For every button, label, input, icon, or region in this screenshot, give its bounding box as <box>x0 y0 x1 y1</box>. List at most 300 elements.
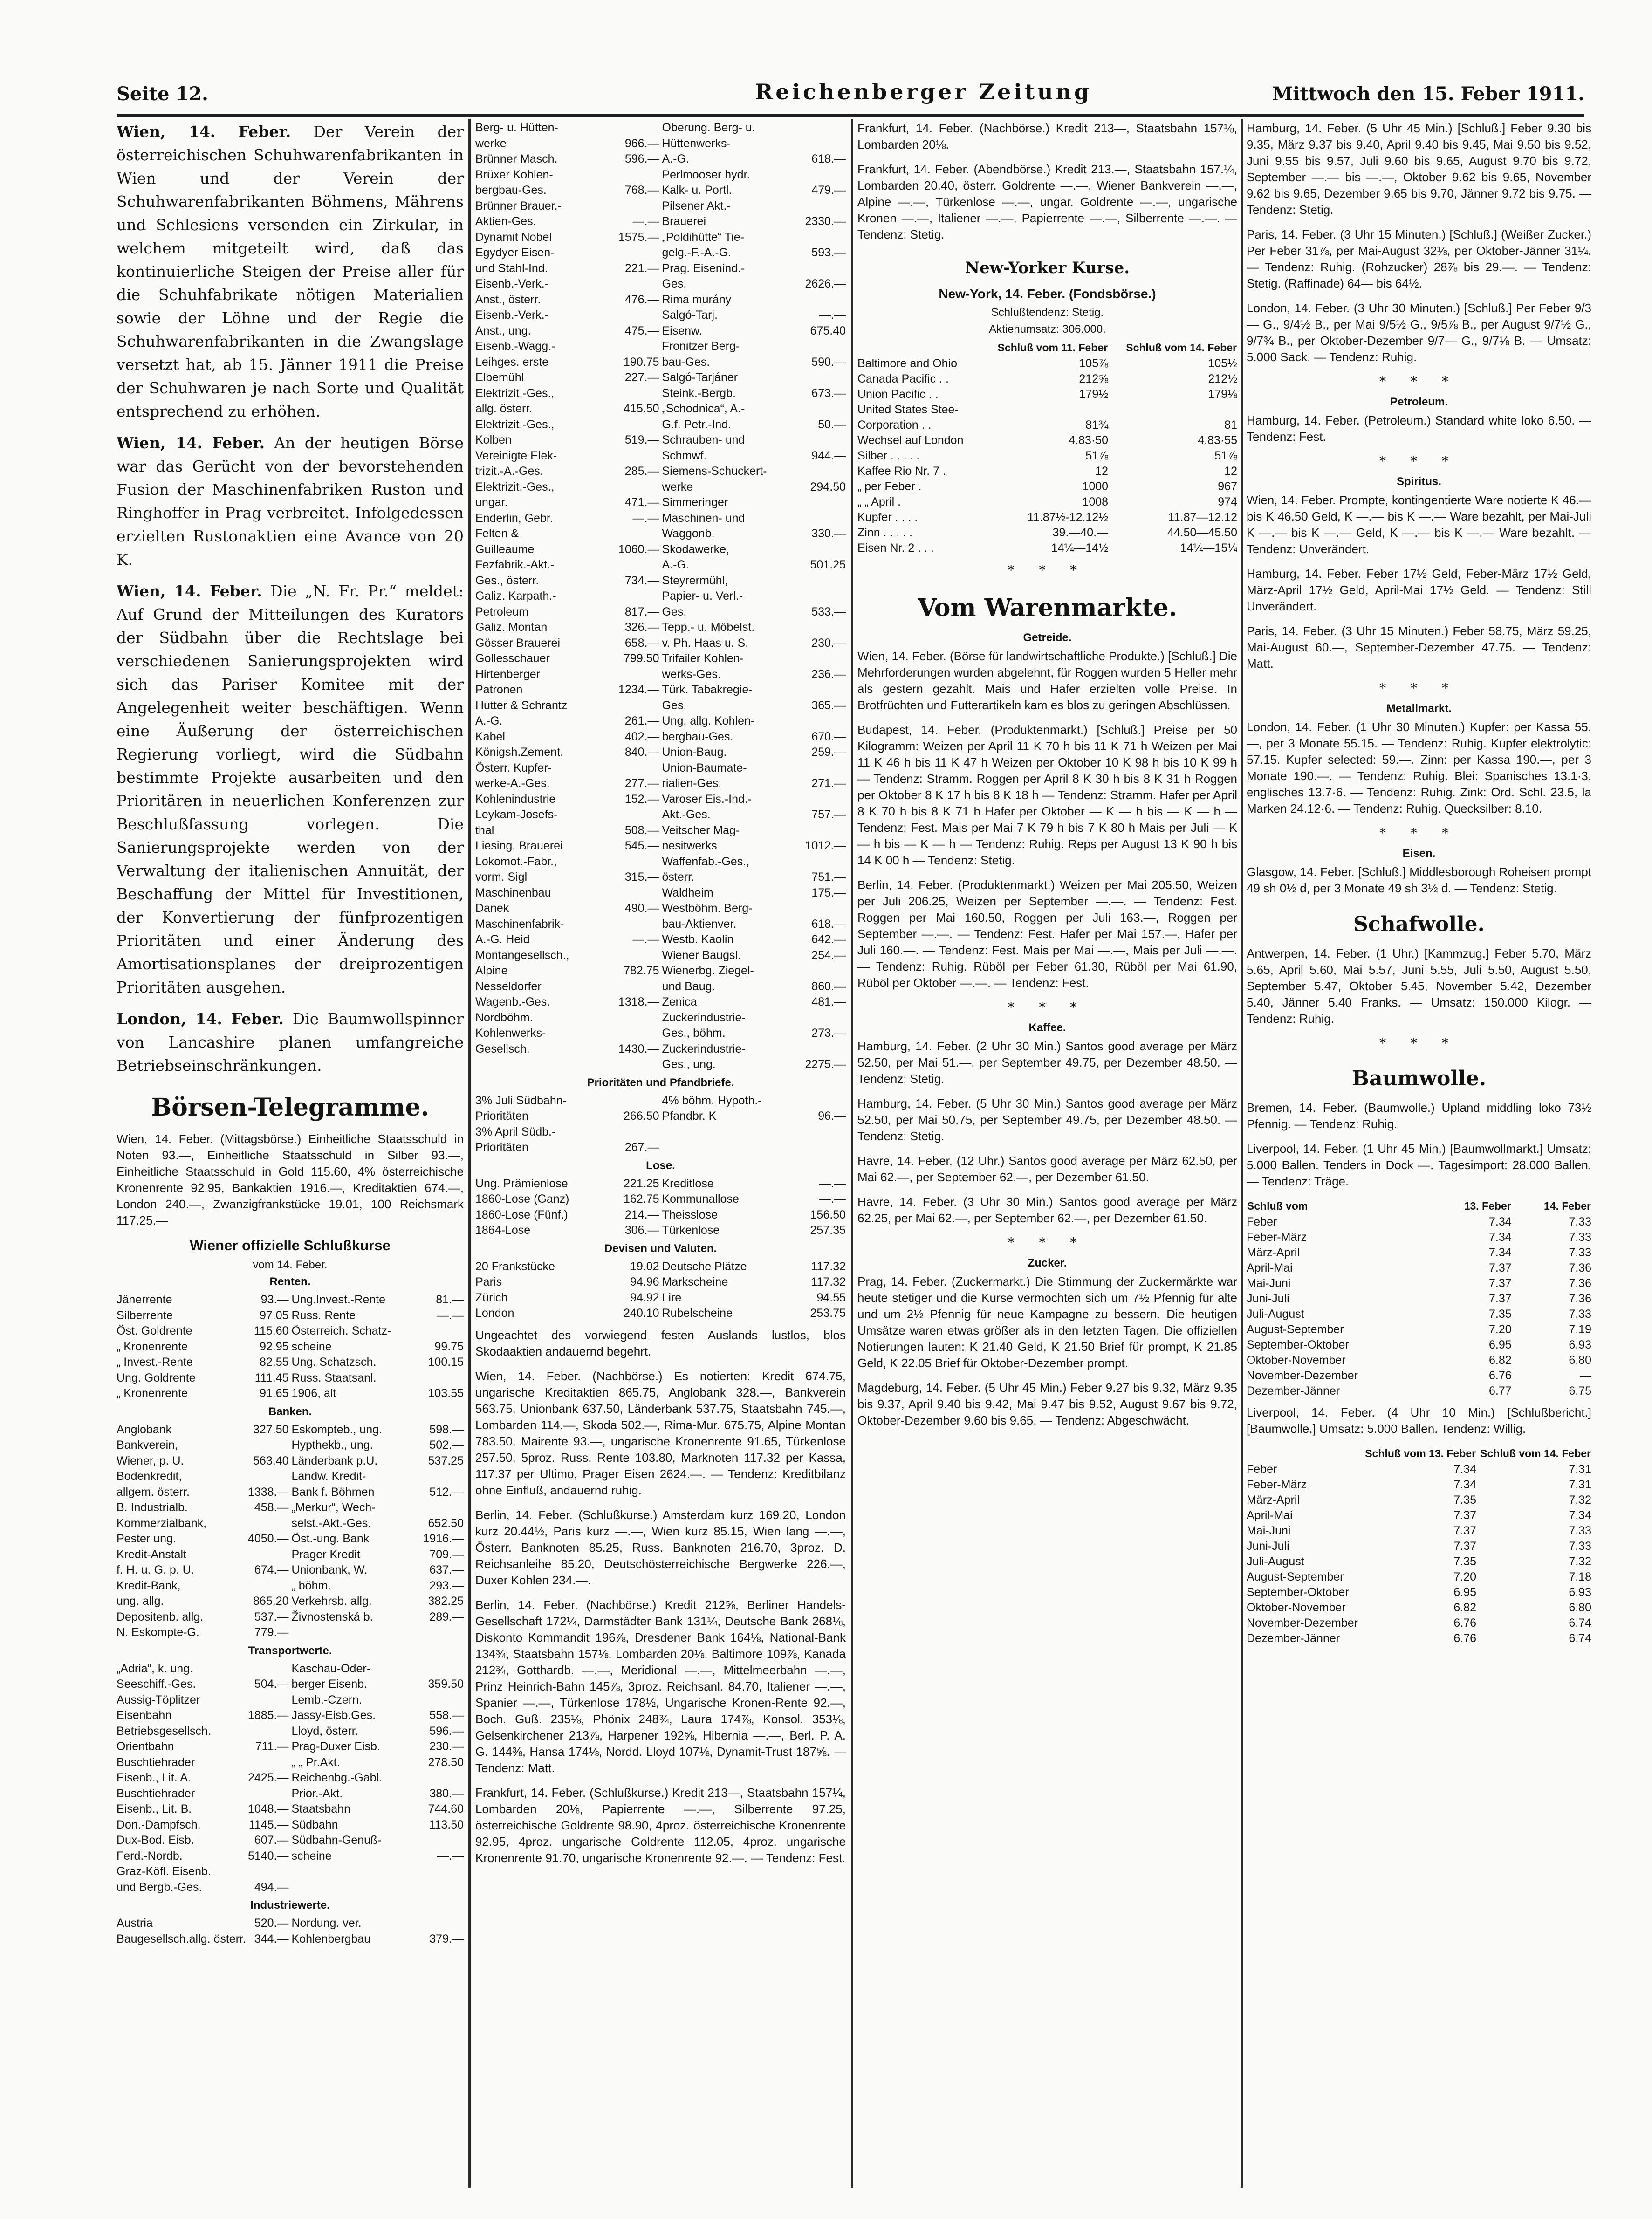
quote-value: 2626.— <box>805 277 846 290</box>
quote-value: 97.05 <box>259 1308 289 1322</box>
quote-name: Nordung. ver. <box>291 1917 362 1930</box>
quote-value: 19.02 <box>630 1260 659 1273</box>
quote-value: 596.— <box>429 1724 464 1738</box>
quote-name: Eisenw. <box>662 324 702 337</box>
quote-row <box>292 1755 464 1771</box>
quote-row <box>292 1739 464 1755</box>
quote-value: 768.— <box>624 184 659 197</box>
row-value: 6.77 <box>1489 1384 1512 1397</box>
quote-name: Gollesschauer <box>475 652 550 665</box>
row-label: Wechsel auf London <box>857 434 964 447</box>
row-label: Dezember-Jänner <box>1247 1632 1340 1645</box>
quote-value: 82.55 <box>259 1356 289 1369</box>
row-label: Mai-Juni <box>1247 1277 1291 1290</box>
quote-name: scheine <box>291 1340 332 1353</box>
quote-name: Jassy-Eisb.Ges. <box>291 1709 376 1722</box>
quote-name: Alpine <box>475 964 508 977</box>
row-value: 6.76 <box>1453 1632 1477 1645</box>
quote-value: 757.— <box>811 808 846 821</box>
quote-row <box>662 1223 846 1239</box>
report-paragraph: Frankfurt, 14. Feber. (Nachbörse.) Kredit 213—, Staatsbahn 157⅛, Lombarden 20⅛. <box>857 121 1237 151</box>
quote-name: Eisenb.-Verk.- <box>475 277 549 290</box>
row-value: 7.37 <box>1453 1524 1477 1537</box>
quote-value: 1060.— <box>618 542 659 556</box>
column-3 <box>857 120 1237 1437</box>
quote-value: 278.50 <box>428 1755 464 1769</box>
row-label: Canada Pacific . . <box>857 372 949 385</box>
lose-table <box>475 1176 846 1239</box>
row-value: 51⅞ <box>1214 449 1237 462</box>
quote-value: 782.75 <box>624 964 659 977</box>
quote-name: Reichenbg.-Gabl. <box>291 1771 383 1784</box>
quote-row <box>662 854 846 870</box>
quote-name: werke <box>662 480 693 493</box>
quote-name: Südbahn-Genuß- <box>291 1834 382 1847</box>
row-value: 7.35 <box>1453 1555 1477 1568</box>
report-paragraph: Havre, 14. Feber. (12 Uhr.) Santos good average per März 62.50, per Mai 62.—, per September 62.—, per Dezember 61.50. <box>857 1154 1237 1184</box>
quote-value: 1430.— <box>618 1042 659 1055</box>
quote-name: berger Eisenb. <box>291 1678 368 1691</box>
quote-name: nesitwerks <box>662 839 717 852</box>
quote-name: Wienerbg. Ziegel- <box>662 964 754 977</box>
quote-name: Russ. Staatsanl. <box>291 1371 377 1384</box>
quote-value: 1885.— <box>247 1709 289 1722</box>
quote-name: Öst.-ung. Bank <box>291 1532 370 1545</box>
row-label: Baltimore and Ohio <box>857 357 958 370</box>
quote-name: Elektrizit.-Ges., <box>475 480 555 493</box>
quote-name: Kredit-Bank, <box>117 1579 181 1592</box>
quote-row <box>662 963 846 979</box>
column-1 <box>117 120 464 1947</box>
quote-value: 652.50 <box>428 1516 464 1530</box>
quote-name: Akt.-Ges. <box>662 808 711 821</box>
quote-value: —.— <box>632 511 659 525</box>
quote-name: N. Eskompte-G. <box>117 1626 199 1639</box>
quote-row <box>292 1724 464 1740</box>
quote-value: 273.— <box>811 1027 846 1040</box>
quote-name: österr. <box>662 870 694 883</box>
lose-right <box>662 1176 846 1239</box>
table-row <box>1247 1383 1591 1399</box>
zucker-reports <box>857 1274 1237 1429</box>
row-value: 7.34 <box>1453 1463 1477 1476</box>
quote-value: 558.— <box>429 1709 464 1722</box>
industrie-table <box>117 1916 464 1947</box>
quote-row <box>475 682 659 698</box>
table-row <box>1247 1322 1591 1337</box>
quote-row <box>662 199 846 214</box>
quote-value: 379.— <box>429 1932 464 1945</box>
column-rule <box>1241 119 1243 2188</box>
devisen-left <box>475 1259 659 1322</box>
row-value: 7.34 <box>1453 1478 1477 1491</box>
quote-value: 289.— <box>429 1610 464 1623</box>
kaffee-reports <box>857 1038 1237 1226</box>
quote-value: —.— <box>632 215 659 228</box>
quote-row <box>662 355 846 370</box>
row-value: 7.33 <box>1569 1524 1591 1537</box>
quote-row <box>292 1386 464 1402</box>
kurse-title: Wiener offizielle Schlußkurse <box>190 1237 391 1253</box>
quote-value: 1234.— <box>618 683 659 696</box>
quote-name: Ung. Schatzsch. <box>291 1356 377 1369</box>
quote-row <box>662 870 846 885</box>
quote-row <box>662 807 846 823</box>
quote-value: 382.25 <box>428 1595 464 1608</box>
quote-row <box>475 323 659 339</box>
petroleum-title: Petroleum. <box>1390 396 1448 408</box>
quote-row <box>475 604 659 620</box>
prior-left <box>475 1093 659 1156</box>
quote-row <box>662 604 846 620</box>
report-paragraph: Liverpool, 14. Feber. (1 Uhr 45 Min.) [Baumwollmarkt.] Umsatz: 5.000 Ballen. Tenders in Dock —. Tagesimport: 28.000 Ballen. — Tendenz: Träge. <box>1247 1142 1591 1188</box>
quote-row <box>475 917 659 932</box>
quote-name: Ung. Goldrente <box>117 1371 196 1384</box>
quote-name: Salgó-Tarjáner <box>662 371 738 384</box>
quote-value: 113.50 <box>429 1818 464 1831</box>
quote-name: Ges. <box>662 699 687 712</box>
quote-name: Don.-Dampfsch. <box>117 1818 201 1831</box>
quote-name: Steink.-Bergb. <box>662 386 736 400</box>
quote-value: 670.— <box>811 730 846 743</box>
row-value: 12 <box>1224 465 1237 478</box>
table-row <box>857 356 1237 371</box>
quote-row <box>292 1801 464 1817</box>
quote-row <box>662 432 846 448</box>
row-value: 1008 <box>1082 495 1109 508</box>
quote-row <box>292 1547 464 1563</box>
quote-row <box>662 167 846 183</box>
quote-name: Königsh.Zement. <box>475 746 563 759</box>
industrie-title: Industriewerte. <box>250 1899 330 1911</box>
quote-name: Bankverein, <box>117 1438 178 1452</box>
quote-name: Eisenb., Lit. B. <box>117 1802 192 1815</box>
quote-name: Bank f. Böhmen <box>291 1485 375 1499</box>
table-row <box>857 448 1237 464</box>
quote-name: Pester ung. <box>117 1532 176 1545</box>
quote-row <box>662 526 846 542</box>
quote-row <box>475 526 659 542</box>
quote-name: Salgó-Tarj. <box>662 308 718 322</box>
row-value: — <box>1580 1369 1591 1382</box>
zucker-reports-2 <box>1247 120 1591 365</box>
quote-name: 1906, alt <box>291 1387 336 1400</box>
quote-row <box>662 1290 846 1306</box>
quote-value: 673.— <box>811 386 846 400</box>
quote-value: 93.— <box>260 1293 289 1306</box>
quote-name: Živnostenská b. <box>291 1610 373 1623</box>
row-value: 7.31 <box>1569 1463 1591 1476</box>
quote-name: Buschtiehrader <box>117 1787 195 1800</box>
quote-name: Dux-Bod. Eisb. <box>117 1834 194 1847</box>
frankfurt-reports <box>857 120 1237 243</box>
table-row <box>1247 1631 1591 1646</box>
quote-row <box>662 417 846 433</box>
row-label: August-September <box>1247 1570 1344 1583</box>
quote-name: 3% April Südb.- <box>475 1125 556 1138</box>
quote-name: Betriebsgesellsch. <box>117 1724 211 1738</box>
row-value: 44.50—45.50 <box>1167 526 1237 539</box>
row-value: 6.76 <box>1453 1616 1477 1630</box>
news-item <box>117 580 464 999</box>
quote-name: rialien-Ges. <box>662 777 722 790</box>
quote-row <box>662 1041 846 1057</box>
quote-name: Theisslose <box>662 1208 718 1221</box>
quote-row <box>117 1692 289 1708</box>
row-value: 7.37 <box>1489 1292 1512 1305</box>
row-value: 7.37 <box>1489 1261 1512 1274</box>
row-value: 974 <box>1218 495 1237 508</box>
quote-value: 156.50 <box>810 1208 846 1221</box>
liverpool-report-2: Liverpool, 14. Feber. (4 Uhr 10 Min.) [Schlußbericht.] [Baumwolle.] Umsatz: 5.000 Ballen. Tendenz: Willig. <box>1247 1405 1591 1436</box>
quote-row <box>117 1308 289 1324</box>
quote-value: 744.60 <box>428 1802 464 1815</box>
quote-name: thal <box>475 823 494 837</box>
quote-name: Brüxer Kohlen- <box>475 168 553 181</box>
quote-row <box>117 1323 289 1339</box>
quote-value: 598.— <box>429 1423 464 1436</box>
quote-value: 512.— <box>429 1485 464 1499</box>
quote-name: werks-Ges. <box>662 667 721 681</box>
metall-title: Metallmarkt. <box>1386 702 1452 715</box>
quote-row <box>292 1594 464 1609</box>
quote-name: Seeschiff.-Ges. <box>117 1678 196 1691</box>
quote-row <box>475 651 659 667</box>
quote-row <box>292 1323 464 1339</box>
quote-name: 4% böhm. Hypoth.- <box>662 1094 762 1107</box>
getreide-title: Getreide. <box>1023 631 1072 644</box>
quote-name: Elektrizit.-Ges., <box>475 418 555 431</box>
quote-name: Westböhm. Berg- <box>662 902 753 915</box>
row-value: 7.37 <box>1453 1509 1477 1522</box>
quote-name: Ferd.-Nordb. <box>117 1849 183 1863</box>
news-item <box>117 1007 464 1077</box>
quote-row <box>292 1438 464 1453</box>
quote-row <box>117 1485 289 1500</box>
quote-name: Hirtenberger <box>475 667 540 681</box>
row-value: 7.19 <box>1569 1323 1591 1336</box>
quote-value: 344.— <box>254 1932 289 1945</box>
quote-name: Kabel <box>475 730 505 743</box>
quote-name: Staatsbahn <box>291 1802 350 1815</box>
quote-name: Maschinenfabrik- <box>475 917 564 931</box>
quote-row <box>475 776 659 792</box>
quote-name: Brauerei <box>662 215 706 228</box>
quote-row <box>475 1223 659 1239</box>
quote-name: Siemens-Schuckert- <box>662 465 767 478</box>
quote-name: Veitscher Mag- <box>662 823 740 837</box>
quote-row <box>117 1500 289 1516</box>
quote-name: ungar. <box>475 496 508 509</box>
quote-row <box>662 651 846 667</box>
quote-row <box>662 1109 846 1124</box>
news-item <box>117 431 464 571</box>
report-paragraph: Hamburg, 14. Feber. (5 Uhr 30 Min.) Santos good average per März 52.50, per Mai 50.75, per September 49.75, per Dezember 48.50. — Tendenz: Stetig. <box>857 1096 1237 1143</box>
issue-date: Mittwoch den 15. Feber 1911. <box>1272 83 1584 105</box>
lose-title: Lose. <box>646 1159 675 1172</box>
quote-name: Ung.Invest.-Rente <box>291 1293 385 1306</box>
separator-stars: * * * <box>1008 1000 1087 1015</box>
quote-name: Eisenb.-Wagg.- <box>475 340 555 353</box>
quote-value: 545.— <box>624 839 659 852</box>
quote-value: 230.— <box>811 636 846 650</box>
quote-row <box>117 1422 289 1438</box>
quote-value: 5140.— <box>247 1849 289 1863</box>
separator-stars: * * * <box>1379 374 1459 389</box>
table-row <box>1247 1585 1591 1600</box>
quote-value: 711.— <box>255 1740 289 1753</box>
quote-row <box>475 167 659 183</box>
quote-row <box>292 1916 464 1931</box>
quote-row <box>475 870 659 885</box>
quote-value: 1575.— <box>618 230 659 244</box>
quote-row <box>117 1880 289 1896</box>
quote-name: Maschinenbau <box>475 886 551 899</box>
quote-row <box>475 230 659 246</box>
quote-name: Nordböhm. <box>475 1011 533 1024</box>
quote-name: v. Ph. Haas u. S. <box>662 636 749 650</box>
quote-value: 315.— <box>624 870 659 883</box>
quote-name: „Adria“, k. ung. <box>117 1662 193 1675</box>
eisen-reports <box>1247 864 1591 897</box>
quote-row <box>475 245 659 261</box>
prior-right <box>662 1093 846 1156</box>
quote-name: Verkehrsb. allg. <box>291 1595 372 1608</box>
quote-row <box>117 1562 289 1578</box>
report-paragraph: London, 14. Feber. (1 Uhr 30 Minuten.) Kupfer: per Kassa 55.—, per 3 Monate 55.15. — Tendenz: Ruhig. Kupfer elektrolytic: 57.15. Kupfer selected: 59.—. Zinn: per Kassa 190.—, per 3 Monate 190.—. — Tendenz: Ruhig. Blei: Spanisches 13.1·3, englisches 13.7·6. — Tendenz: Ruhig. Zink: Ord. Schl. 23.5, la Marken 24.12·6. — Tendenz: Ruhig. Quecksilber: 8.10. <box>1247 720 1591 815</box>
quote-row <box>662 292 846 308</box>
quote-row <box>117 1864 289 1880</box>
quote-row <box>117 1708 289 1724</box>
quote-row <box>475 370 659 386</box>
news-dateline: Wien, 14. Feber. <box>117 434 265 452</box>
quote-value: —.— <box>819 1192 846 1205</box>
quote-row <box>475 713 659 729</box>
separator-stars: * * * <box>1379 453 1459 469</box>
quote-name: Dynamit Nobel <box>475 230 552 244</box>
row-value <box>1108 402 1237 418</box>
banken-title: Banken. <box>268 1405 312 1418</box>
quote-row <box>475 1093 659 1109</box>
quote-value: 152.— <box>624 792 659 806</box>
quote-value: 227.— <box>624 371 659 384</box>
quote-row <box>475 1026 659 1041</box>
quote-row <box>292 1469 464 1485</box>
quote-name: vorm. Sigl <box>475 870 528 883</box>
quote-value: 1318.— <box>618 995 659 1008</box>
quote-value: 221.25 <box>624 1177 659 1190</box>
quote-row <box>662 838 846 854</box>
petroleum-reports <box>1247 412 1591 445</box>
quote-row <box>475 823 659 839</box>
boersen-text: Wien, 14. Feber. (Mittagsbörse.) Einheitliche Staatsschuld in Noten 93.—, Einheitliche Staatsschuld in Silber 93.—, Einheitliche Staatsschuld in Gold 115.60, 4% österreichische Kronenrente 92.95, Bankaktien 1916.—, Kreditaktien 674.—, London 240.—, Zwanzigfrankstücke 19.01, 100 Reichsmark 117.25.— <box>117 1132 464 1227</box>
quote-row <box>117 1370 289 1386</box>
quote-row <box>475 214 659 230</box>
row-label: April-Mai <box>1247 1261 1293 1274</box>
quote-name: Zürich <box>475 1291 508 1304</box>
transport-title: Transportwerte. <box>248 1644 332 1657</box>
row-value: 12 <box>1095 465 1109 478</box>
report-paragraph: Prag, 14. Feber. (Zuckermarkt.) Die Stimmung der Zuckermärkte war heute stetiger und die Kurse vermochten sich um 7½ Pfennig für alte und um 2½ Pfennig für neue Kampagne zu bessern. Die heutigen Umsätze waren etwas größer als in den letzten Tagen. Die offiziellen Notierungen lauten: K 21.40 Geld, K 21.50 Brief für prompt, K 21.85 Geld, K 22.05 Brief für Oktober-Dezember prompt. <box>857 1274 1237 1370</box>
quote-row <box>475 479 659 495</box>
quote-value: 2275.— <box>805 1058 846 1071</box>
quote-row <box>475 963 659 979</box>
table-row <box>1247 1368 1591 1383</box>
schafwolle-reports <box>1247 945 1591 1027</box>
quote-name: Landw. Kredit- <box>291 1470 366 1483</box>
table-row <box>857 541 1237 556</box>
quote-name: „ Kronenrente <box>117 1340 188 1353</box>
row-value: 6.93 <box>1569 1586 1591 1599</box>
quote-row <box>475 199 659 214</box>
quote-name: Galiz. Montan <box>475 621 548 634</box>
row-label: „ per Feber . <box>857 480 922 493</box>
quote-name: Austria <box>117 1917 153 1930</box>
quote-row <box>117 1453 289 1469</box>
quote-name: Leykam-Josefs- <box>475 808 558 821</box>
quote-value: 115.60 <box>254 1324 289 1337</box>
quote-name: Ges. <box>662 605 687 618</box>
quote-row <box>662 979 846 995</box>
quote-row <box>475 1041 659 1057</box>
table-row <box>1247 1569 1591 1585</box>
quote-value: 190.75 <box>624 355 659 369</box>
getreide-reports <box>857 648 1237 991</box>
quote-name: Fezfabrik.-Akt.- <box>475 558 555 571</box>
report-paragraph: Hamburg, 14. Feber. (5 Uhr 45 Min.) [Schluß.] Feber 9.30 bis 9.35, März 9.37 bis 9.40, April 9.40 bis 9.45, Mai 9.50 bis 9.52, Juni 9.55 bis 9.57, Juli 9.60 bis 9.65, August 9.70 bis 9.72, September —.— bis —.—, Oktober 9.62 bis 9.65, November 9.62 bis 9.65, Dezember 9.65 bis 9.70, Jänner 9.72 bis 9.75. — Tendenz: Stetig. <box>1247 121 1591 217</box>
row-label: Oktober-November <box>1247 1601 1346 1614</box>
quote-name: ung. allg. <box>117 1595 164 1608</box>
quote-name: Zuckerindustrie- <box>662 1011 746 1024</box>
quote-row <box>117 1849 289 1864</box>
table-row <box>1247 1276 1591 1291</box>
quote-row <box>662 1026 846 1041</box>
quote-value: 860.— <box>811 979 846 993</box>
quote-row <box>475 979 659 995</box>
report-paragraph: Havre, 14. Feber. (3 Uhr 30 Min.) Santos good average per März 62.25, per Mai 62.—, per September 62.—, per Dezember 61.50. <box>857 1195 1237 1225</box>
quote-name: Orientbahn <box>117 1740 174 1753</box>
quote-value: —.— <box>437 1849 464 1863</box>
quote-value: 2425.— <box>247 1771 289 1784</box>
row-value: 39.—40.— <box>1052 526 1109 539</box>
quote-name: Trifailer Kohlen- <box>662 652 744 665</box>
quote-name: A.-G. <box>662 558 689 571</box>
quote-row <box>475 432 659 448</box>
quote-row <box>292 1531 464 1547</box>
quote-name: Anst., österr. <box>475 293 541 306</box>
quote-name: Danek <box>475 902 509 915</box>
quote-row <box>292 1609 464 1625</box>
quote-row <box>662 464 846 479</box>
quote-row <box>662 948 846 964</box>
quote-row <box>475 667 659 683</box>
quote-row <box>292 1849 464 1864</box>
quote-value: 254.— <box>811 948 846 962</box>
quote-name: „ Invest.-Rente <box>117 1356 193 1369</box>
column-rule <box>851 119 853 2188</box>
quote-value: 590.— <box>811 355 846 369</box>
report-paragraph: Bremen, 14. Feber. (Baumwolle.) Upland middling loko 73½ Pfennig. — Tendenz: Ruhig. <box>1247 1101 1591 1131</box>
quote-row <box>475 589 659 604</box>
eisen-title: Eisen. <box>1402 847 1436 860</box>
boersen-title: Börsen-Telegramme. <box>151 1093 429 1122</box>
quote-value: 266.50 <box>624 1110 659 1123</box>
report-paragraph: Paris, 14. Feber. (3 Uhr 15 Minuten.) [Schluß.] (Weißer Zucker.) Per Feber 31⅞, per Mai-August 32⅛, per Oktober-Jänner 31¼. — Tendenz: Ruhig. (Rohzucker) 28⅞ bis 29.—. — Tendenz: Stetig. (Raffinade) 64— bis 64½. <box>1247 227 1591 290</box>
kurse-date: vom 14. Feber. <box>253 1259 328 1271</box>
quote-name: selst.-Akt.-Ges. <box>291 1516 371 1530</box>
report-paragraph: Glasgow, 14. Feber. [Schluß.] Middlesborough Roheisen prompt 49 sh 0½ d, per 3 Monate 49 sh 3½ d. — Tendenz: Stetig. <box>1247 865 1591 895</box>
quote-name: Eisenbahn <box>117 1709 172 1722</box>
